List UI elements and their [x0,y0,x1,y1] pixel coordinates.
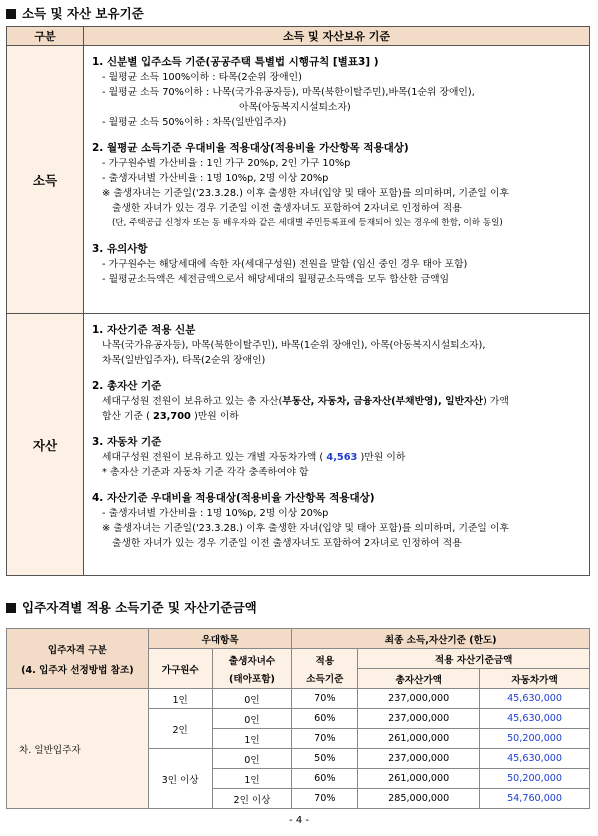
asset-heading-2: 2. 총자산 기준 [92,380,162,392]
income-line: - 월평균 소득 50%이하 : 차목(일반입주자) [102,117,287,128]
header-income-standard: 적용 소득기준 [292,649,358,689]
income-criteria-cell [84,46,590,314]
asset-line: 합산 기준 ( 23,700 )만원 이하 [102,411,239,422]
income-line: - 월평균소득액은 세전금액으로서 해당세대의 월평균소득액을 모두 합산한 금액임 [102,274,450,285]
header-criteria: 소득 및 자산보유 기준 [84,27,590,46]
car-value-limit: 4,563 [326,452,358,463]
income-note: ※ 출생자녀는 기준일('23.3.28.) 이후 출생한 자녀(입양 및 태아 포함)를 의미하며, 기준일 이후 [102,188,509,199]
income-heading-1: 1. 신분별 입주소득 기준(공공주택 특별법 시행규칙 [별표3] ) [92,56,379,68]
header-qualification: 입주자격 구분 (4. 입주자 선정방법 참조) [7,629,149,689]
table-row: 3인 이상 0인 50% 237,000,000 45,630,000 [7,749,590,769]
header-final-standard: 최종 소득,자산기준 (한도) [292,629,590,649]
table-row: 1인 60% 261,000,000 50,200,000 [7,769,590,789]
income-line: - 월평균 소득 100%이하 : 타목(2순위 장애인) [102,72,302,83]
asset-note: 출생한 자녀가 있는 경우 기준일 이전 출생자녀도 포함하여 2자녀로 인정하여 적용 [112,538,462,549]
header-asset-standard: 적용 자산기준금액 [358,649,590,669]
category-general: 차. 일반입주자 [7,689,149,809]
asset-line: 차목(일반입주자), 타목(2순위 장애인) [102,355,266,366]
income-line: 아목(아동복지시설퇴소자) [239,102,351,113]
income-line: - 출생자녀별 가산비율 : 1명 10%p, 2명 이상 20%p [102,173,329,184]
table-row: 2인 0인 60% 237,000,000 45,630,000 [7,709,590,729]
square-bullet-icon [6,9,16,19]
table-row: 2인 이상 70% 285,000,000 54,760,000 [7,789,590,809]
header-total-asset: 총자산가액 [358,669,480,689]
asset-line: 세대구성원 전원이 보유하고 있는 총 자산(부동산, 자동차, 금융자산(부채반영), 일반자산) 가액 [102,396,509,407]
header-category: 구분 [7,27,84,46]
income-heading-3: 3. 유의사항 [92,243,148,255]
header-preference: 우대항목 [148,629,292,649]
table-row: 1인 70% 261,000,000 50,200,000 [7,729,590,749]
header-births: 출생자녀수 (태아포함) [212,649,292,689]
row-label-income: 소득 [7,46,84,314]
income-heading-2: 2. 월평균 소득기준 우대비율 적용대상(적용비율 가산항목 적용대상) [92,142,409,154]
asset-line: 나목(국가유공자등), 마목(북한이탈주민), 바목(1순위 장애인), 아목(아동복지시설퇴소자), [102,340,486,351]
asset-note: ※ 출생자녀는 기준일('23.3.28.) 이후 출생한 자녀(입양 및 태아 포함)를 의미하며, 기준일 이후 [102,523,509,534]
table-row: 차. 일반입주자 1인 0인 70% 237,000,000 45,630,000 [7,689,590,709]
asset-heading-3: 3. 자동차 기준 [92,436,162,448]
row-label-asset: 자산 [7,314,84,576]
income-line: - 가구원수별 가산비율 : 1인 가구 20%p, 2인 가구 10%p [102,158,351,169]
income-note: (단, 주택공급 신청자 또는 동 배우자와 같은 세대별 주민등록표에 등재되어 있는 경우에 한함, 이하 동일) [112,218,503,228]
asset-line: - 출생자녀별 가산비율 : 1명 10%p, 2명 이상 20%p [102,508,329,519]
income-line: - 월평균 소득 70%이하 : 나목(국가유공자등), 마목(북한이탈주민),바목(1순위 장애인), [102,87,475,98]
asset-heading-4: 4. 자산기준 우대비율 적용대상(적용비율 가산항목 적용대상) [92,492,375,504]
header-car-value: 자동차가액 [480,669,590,689]
income-line: - 가구원수는 해당세대에 속한 자(세대구성원) 전원을 말함 (임신 중인 경우 태아 포함) [102,259,468,270]
section-title-standards: 입주자격별 적용 소득기준 및 자산기준금액 [6,598,257,616]
total-asset-limit: 23,700 [153,411,191,422]
asset-line: 세대구성원 전원이 보유하고 있는 개별 자동차가액 ( 4,563 )만원 이하 [102,452,406,463]
header-household: 가구원수 [148,649,212,689]
section-title-income-asset: 소득 및 자산 보유기준 [6,4,144,22]
page-number: - 4 - [289,815,309,826]
square-bullet-icon [6,603,16,613]
asset-heading-1: 1. 자산기준 적용 신분 [92,324,196,336]
asset-criteria-cell [84,314,590,576]
income-asset-table [6,26,590,576]
income-note: 출생한 자녀가 있는 경우 기준일 이전 출생자녀도 포함하여 2자녀로 인정하여 적용 [112,203,462,214]
qualification-standards-table [6,628,590,809]
asset-note: * 총자산 기준과 자동차 기준 각각 충족하여야 함 [102,467,309,478]
